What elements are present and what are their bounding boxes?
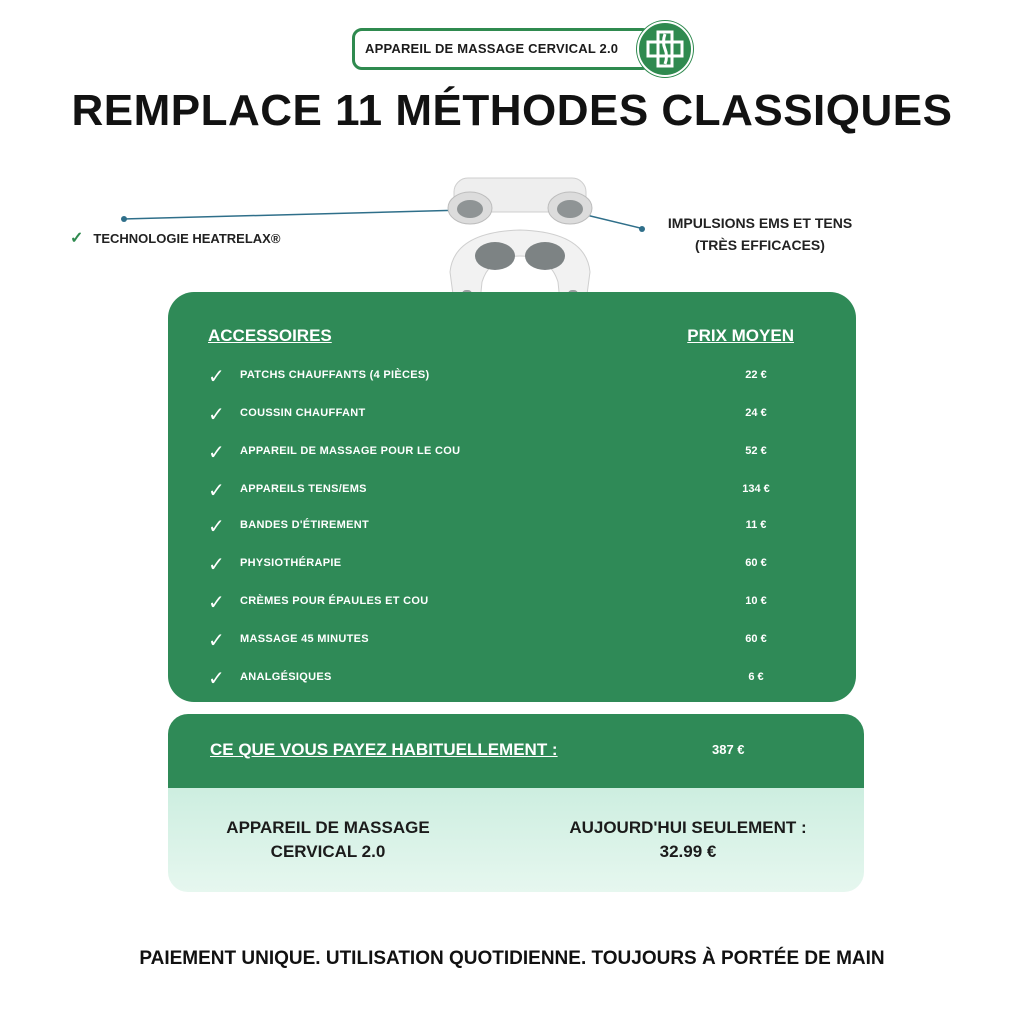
footer-tagline: PAIEMENT UNIQUE. UTILISATION QUOTIDIENNE. TOUJOURS À PORTÉE DE MAIN: [139, 948, 885, 969]
row-label: ANALGÉSIQUES: [240, 671, 332, 683]
today-price-label: AUJOURD'HUI SEULEMENT :: [569, 818, 807, 837]
feature-ems-tens: [640, 212, 880, 256]
check-icon: ✓: [208, 516, 225, 538]
feature-ems-line2: (TRÈS EFFICACES): [695, 237, 825, 253]
row-label: PATCHS CHAUFFANTS (4 PIÈCES): [240, 369, 430, 381]
row-price: 52 €: [745, 445, 767, 457]
feature-ems-line1: IMPULSIONS EMS ET TENS: [667, 215, 853, 231]
table-row: [208, 664, 828, 694]
check-icon: ✓: [208, 554, 225, 576]
table-row: [208, 550, 828, 580]
table-row: [208, 438, 828, 468]
table-row: [208, 362, 828, 392]
check-icon: ✓: [70, 230, 84, 247]
usual-cost-label: CE QUE VOUS PAYEZ HABITUELLEMENT :: [210, 740, 558, 759]
check-icon: ✓: [208, 442, 225, 464]
check-icon: ✓: [208, 480, 225, 502]
row-price: 134 €: [742, 483, 770, 495]
row-label: APPAREILS TENS/EMS: [240, 483, 367, 495]
table-row: [208, 476, 828, 506]
check-icon: ✓: [208, 592, 225, 614]
row-price: 10 €: [745, 595, 767, 607]
today-price-value: 32.99 €: [659, 842, 717, 861]
row-label: PHYSIOTHÉRAPIE: [240, 557, 342, 569]
row-price: 24 €: [745, 407, 767, 419]
row-price: 11 €: [745, 519, 767, 531]
table-row: [208, 400, 828, 430]
table-row: [208, 588, 828, 618]
page-title: REMPLACE 11 MÉTHODES CLASSIQUES: [71, 86, 953, 135]
check-icon: ✓: [208, 366, 225, 388]
badge-text: APPAREIL DE MASSAGE CERVICAL 2.0: [365, 41, 619, 56]
row-price: 22 €: [745, 369, 767, 381]
row-price: 60 €: [745, 557, 767, 569]
feature-heatrelax-label: TECHNOLOGIE HEATRELAX®: [93, 231, 281, 246]
price-summary: [168, 714, 864, 892]
row-label: BANDES D'ÉTIREMENT: [240, 519, 370, 531]
row-price: 60 €: [745, 633, 767, 645]
table-row: [208, 512, 828, 542]
row-label: COUSSIN CHAUFFANT: [240, 407, 366, 419]
comparison-table: [168, 292, 856, 702]
today-price: [548, 816, 828, 864]
product-name: [198, 816, 458, 864]
row-price: 6 €: [748, 671, 764, 683]
usual-cost-value: 387 €: [712, 742, 745, 757]
feature-heatrelax: [70, 228, 280, 248]
product-name-line2: CERVICAL 2.0: [270, 842, 386, 861]
column-header-accessories: ACCESSOIRES: [208, 326, 332, 345]
row-label: CRÈMES POUR ÉPAULES ET COU: [240, 595, 429, 607]
check-icon: ✓: [208, 404, 225, 426]
table-row: [208, 626, 828, 656]
column-header-price: PRIX MOYEN: [687, 326, 794, 345]
check-icon: ✓: [208, 630, 225, 652]
product-name-line1: APPAREIL DE MASSAGE: [226, 818, 430, 837]
row-label: MASSAGE 45 MINUTES: [240, 633, 369, 645]
check-icon: ✓: [208, 668, 225, 690]
row-label: APPAREIL DE MASSAGE POUR LE COU: [240, 445, 461, 457]
